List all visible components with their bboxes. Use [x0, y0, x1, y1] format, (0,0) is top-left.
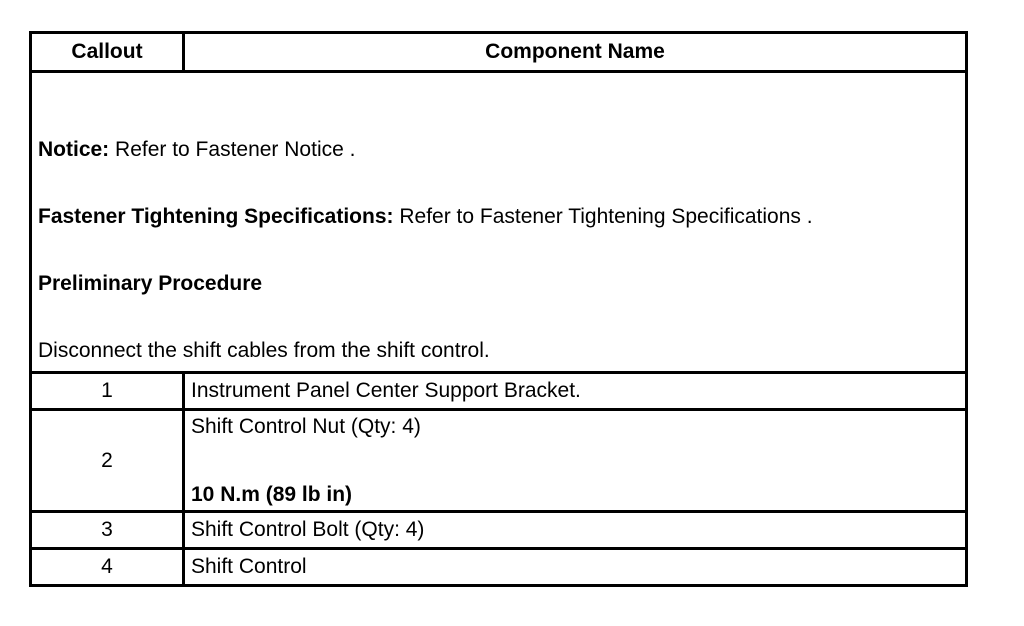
- specs-paragraph: [38, 204, 965, 230]
- table-row: [31, 373, 967, 410]
- notice-paragraph: [38, 137, 965, 163]
- component-name-cell: Shift Control Bolt (Qty: 4): [184, 512, 967, 549]
- callout-cell: 2: [31, 410, 184, 512]
- component-name-header: Component Name: [184, 33, 967, 72]
- specs-label: Fastener Tightening Specifications:: [38, 205, 394, 228]
- callout-cell: 1: [31, 373, 184, 410]
- table-row: [31, 410, 967, 512]
- intro-cell: [31, 72, 967, 373]
- table-header-row: [31, 33, 967, 72]
- torque-spec: 10 N.m (89 lb in): [191, 482, 353, 506]
- notice-label: Notice:: [38, 138, 110, 161]
- component-name-cell: Instrument Panel Center Support Bracket.: [184, 373, 967, 410]
- procedure-heading: Preliminary Procedure: [38, 272, 263, 295]
- component-name-text: Shift Control Nut (Qty: 4): [191, 414, 421, 438]
- callout-cell: 3: [31, 512, 184, 549]
- callout-header: Callout: [31, 33, 184, 72]
- intro-row: [31, 72, 967, 373]
- notice-text: Refer to Fastener Notice .: [109, 138, 356, 161]
- table-row: [31, 549, 967, 586]
- specs-text: Refer to Fastener Tightening Specifications .: [393, 205, 813, 228]
- component-name-cell: Shift Control: [184, 549, 967, 586]
- component-table: [29, 31, 968, 587]
- callout-cell: 4: [31, 549, 184, 586]
- table-row: [31, 512, 967, 549]
- component-name-cell: [184, 410, 967, 512]
- procedure-step: Disconnect the shift cables from the shift control.: [38, 339, 490, 362]
